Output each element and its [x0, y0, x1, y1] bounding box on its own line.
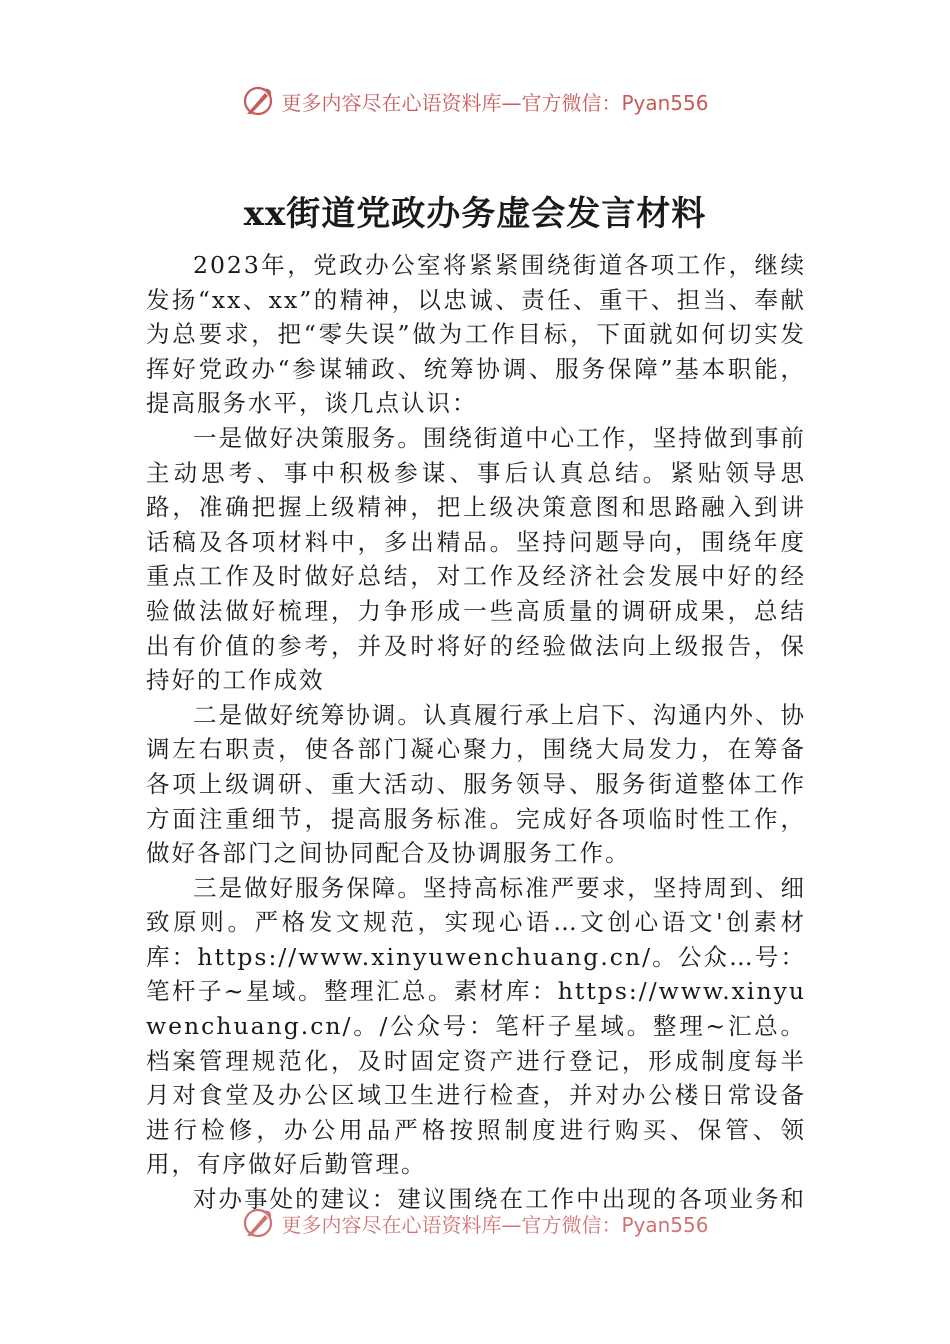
quill-logo-icon	[241, 84, 275, 118]
paragraph-service-support: 三是做好服务保障。坚持高标准严要求，坚持周到、细致原则。严格发文规范，实现心语…文创心语文'创素材库：https://www.xinyuwenchuang.cn/。公众…号：笔杆子~星域。整理汇总。素材库：https://www.xinyuwenchuang.cn/。/公众号：笔杆子星域。整理~汇总。档案管理规范化，及时固定资产进行登记，形成制度每半月对食堂及办公区域卫生进行检查，并对办公楼日常设备进行检修，办公用品严格按照制度进行购买、保管、领用，有序做好后勤管理。	[146, 873, 806, 1179]
paragraph-suggestions: 对办事处的建议：建议围绕在工作中出现的各项业务和	[193, 1185, 806, 1214]
document-title: xx街道党政办务虚会发言材料	[243, 194, 707, 234]
paragraph-coordination: 二是做好统筹协调。认真履行承上启下、沟通内外、协调左右职责，使各部门凝心聚力，围绕大局发力，在筹备各项上级调研、重大活动、服务领导、服务街道整体工作方面注重细节，提高服务标准。完成好各项临时性工作，做好各部门之间协同配合及协调服务工作。	[146, 700, 806, 868]
footer-banner	[0, 1206, 950, 1240]
header-banner-text: 更多内容尽在心语资料库—官方微信：Pyan556	[281, 90, 709, 115]
paragraph-decision-service: 一是做好决策服务。围绕街道中心工作，坚持做到事前主动思考、事中积极参谋、事后认真总结。紧贴领导思路，准确把握上级精神，把上级决策意图和思路融入到讲话稿及各项材料中，多出精品。坚持问题导向，围绕年度重点工作及时做好总结，对工作及经济社会发展中好的经验做法做好梳理，力争形成一些高质量的调研成果，总结出有价值的参考，并及时将好的经验做法向上级报告，保持好的工作成效	[146, 423, 806, 695]
paragraph-intro: 2023年，党政办公室将紧紧围绕街道各项工作，继续发扬“xx、xx”的精神，以忠诚、责任、重干、担当、奉献为总要求，把“零失误”做为工作目标，下面就如何切实发挥好党政办“参谋辅政、统筹协调、服务保障”基本职能，提高服务水平，谈几点认识：	[146, 251, 806, 418]
quill-logo-icon	[241, 1206, 275, 1240]
footer-banner-text: 更多内容尽在心语资料库—官方微信：Pyan556	[281, 1212, 709, 1237]
header-banner	[0, 84, 950, 118]
document-body	[146, 248, 806, 1216]
